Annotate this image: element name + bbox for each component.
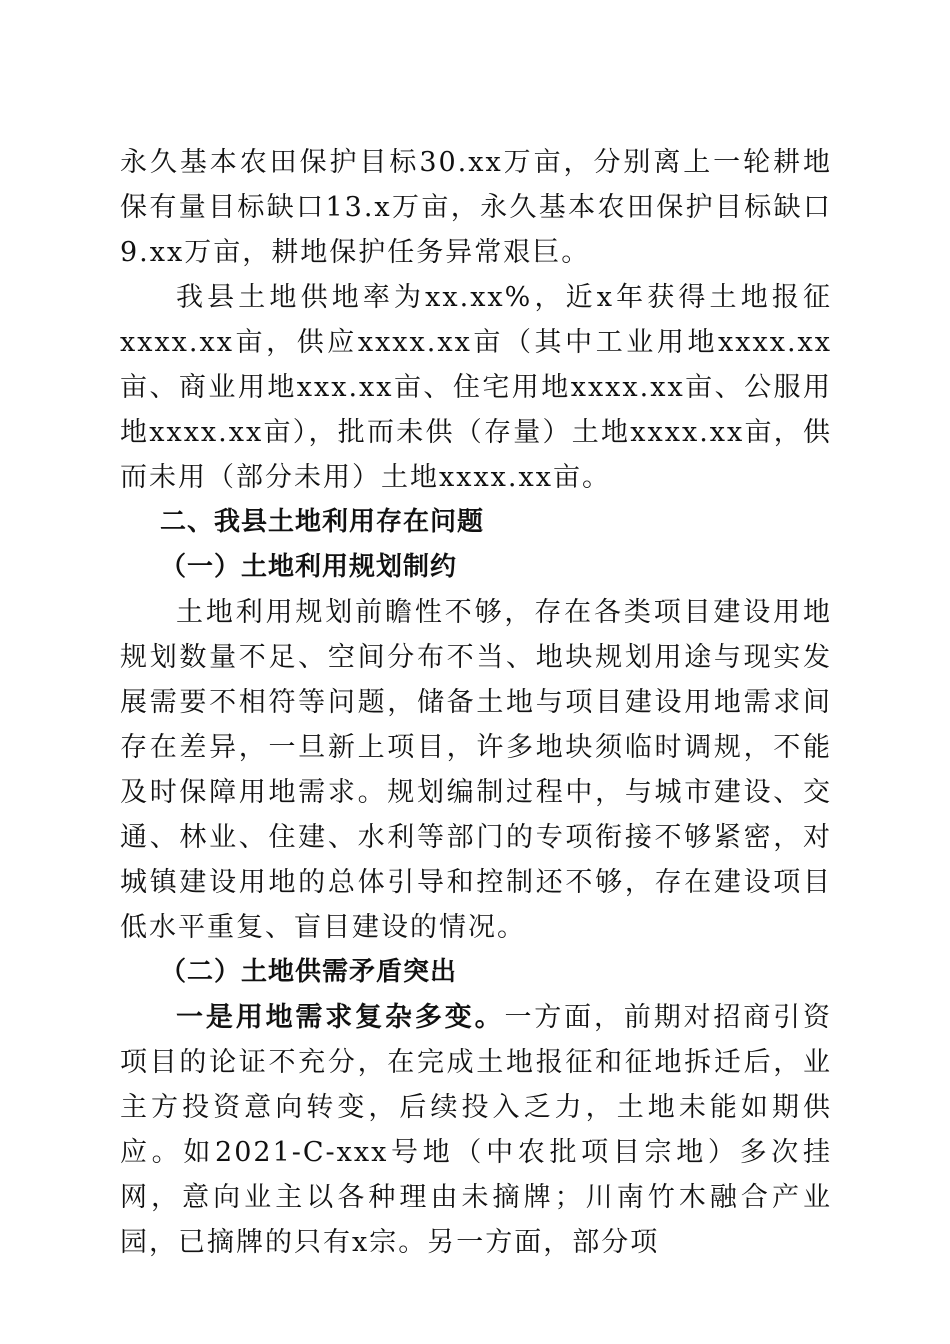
document-body (120, 140, 832, 1265)
paragraph-demand-variability (120, 995, 832, 1265)
section-heading: 二、我县土地利用存在问题 (160, 507, 485, 537)
paragraph-planning-issues: 土地利用规划前瞻性不够，存在各类项目建设用地规划数量不足、空间分布不当、地块规划用途与现实发展需要不相符等问题，储备土地与项目建设用地需求间存在差异，一旦新上项目，许多地块须临时调规，不能及时保障用地需求。规划编制过程中，与城市建设、交通、林业、住建、水利等部门的专项衔接不够紧密，对城镇建设用地的总体引导和控制还不够，存在建设项目低水平重复、盲目建设的情况。 (120, 597, 832, 943)
subsection-heading-supply-demand: （二）土地供需矛盾突出 (160, 957, 458, 987)
subsection-heading-planning: （一）土地利用规划制约 (160, 552, 458, 582)
paragraph-land-supply-rate: 我县土地供地率为xx.xx%，近x年获得土地报征xxxx.xx亩，供应xxxx.xx亩（其中工业用地xxxx.xx亩、商业用地xxx.xx亩、住宅用地xxxx.xx亩、公服用地xxxx.xx亩），批而未供（存量）土地xxxx.xx亩，供而未用（部分未用）土地xxxx.xx亩。 (120, 282, 832, 493)
paragraph-farmland-protection: 永久基本农田保护目标30.xx万亩，分别离上一轮耕地保有量目标缺口13.x万亩，永久基本农田保护目标缺口9.xx万亩，耕地保护任务异常艰巨。 (120, 147, 832, 268)
paragraph-lead-phrase: 一是用地需求复杂多变。 (176, 1002, 505, 1033)
paragraph-body-text: 一方面，前期对招商引资项目的论证不充分，在完成土地报征和征地拆迁后，业主方投资意向转变，后续投入乏力，土地未能如期供应。如2021-C-xxx号地（中农批项目宗地）多次挂网，意向业主以各种理由未摘牌；川南竹木融合产业园，已摘牌的只有x宗。另一方面，部分项 (120, 1002, 833, 1258)
